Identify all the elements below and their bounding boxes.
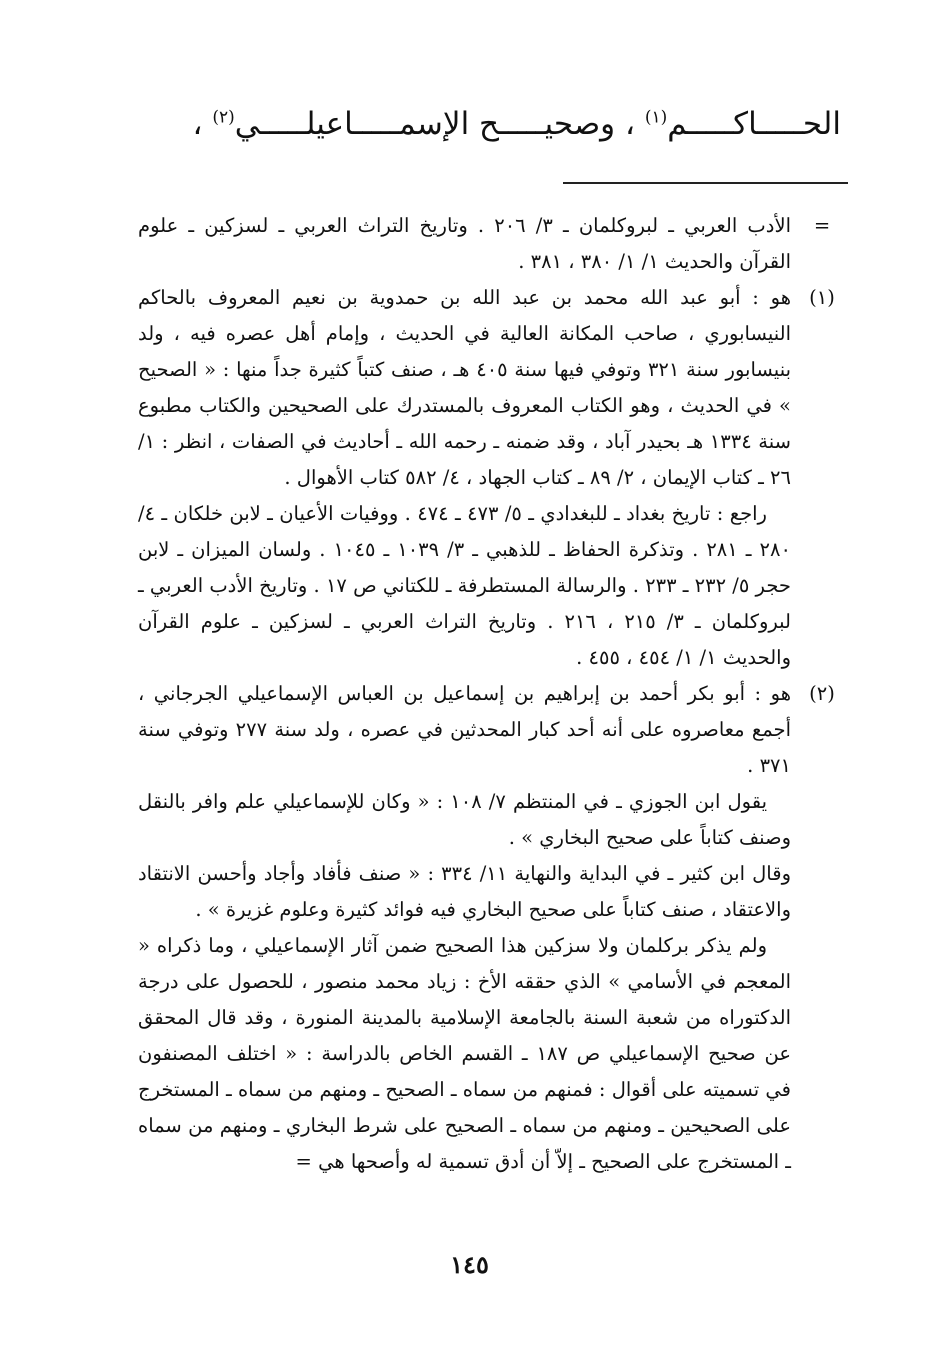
continuation-text: الأدب العربي ـ لبروكلمان ـ ٣/ ٢٠٦ . وتاريخ التراث العربي ـ لسزكين ـ علوم القرآن والحديث ١/ ١/ ٣٨٠ ، ٣٨١ . [138,214,791,273]
footnote-2-marker: (٢) [809,682,835,705]
footnote-1-marker: (١) [809,286,835,309]
footnote-2-ibn-kathir-quote: وقال ابن كثير ـ في البداية والنهاية ١١/ ٣٣٤ : « صنف فأفاد وأجاد وأحسن الانتقاد والاعتقاد ، صنف كتاباً على صحيح البخاري فيه فوائد كثيرة وعلوم غزيرة » . [138,862,791,921]
header-trailing-comma: ، [192,106,213,142]
header-ref-1: (١) [644,107,668,128]
footnote-2-ibn-jawzi-quote: يقول ابن الجوزي ـ في المنتظم ٧/ ١٠٨ : « وكان للإسماعيلي علم وافر بالنقل وصنف كتاباً على صحيح البخاري » . [138,790,791,849]
footnote-2 [138,676,843,784]
footnote-2-text: هو : أبو بكر أحمد بن إبراهيم بن إسماعيل بن العباس الإسماعيلي الجرجاني ، أجمع معاصروه على أنه أحد كبار المحدثين في عصره ، ولد سنة ٢٧٧ وتوفي سنة ٣٧١ . [138,682,791,777]
footnotes-section [138,208,843,1180]
footnote-separator-rule [563,182,848,184]
footnote-1-text: هو : أبو عبد الله محمد بن عبد الله بن حمدوية بن نعيم المعروف بالحاكم النيسابوري ، صاحب المكانة العالية في الحديث ، وإمام أهل عصره فيه ، ولد بنيسابور سنة ٣٢١ وتوفي فيها سنة ٤٠٥ هـ ، صنف كتباً كثيرة جداً منها : « الصحيح » في الحديث ، وهو الكتاب المعروف بالمستدرك على الصحيحين والكتاب مطبوع سنة ١٣٣٤ هـ بحيدر آباد ، وقد ضمنه ـ رحمه الله ـ أحاديث في الصفات ، انظر : ١/ ٢٦ ـ كتاب الإيمان ، ٢/ ٨٩ ـ كتاب الجهاد ، ٤/ ٥٨٢ كتاب الأهوال . [138,286,791,489]
header-sahih-ismaili: ، وصحيـــــح الإسمـــــاعيلـــــي [234,106,645,142]
continuation-marker: = [813,214,831,237]
page-header [121,102,841,146]
header-ref-2: (٢) [212,107,235,128]
footnote-1 [138,280,843,496]
page-number: ١٤٥ [450,1250,489,1279]
footnote-1-sources: راجع : تاريخ بغداد ـ للبغدادي ـ ٥/ ٤٧٣ ـ ٤٧٤ . ووفيات الأعيان ـ لابن خلكان ـ ٤/ ٢٨٠ ـ ٢٨١ . وتذكرة الحفاظ ـ للذهبي ـ ٣/ ١٠٣٩ ـ ١٠٤٥ . ولسان الميزان ـ لابن حجر ٥/ ٢٣٢ ـ ٢٣٣ . والرسالة المستطرفة ـ للكتاني ص ١٧ . وتاريخ الأدب العربي ـ لبروكلمان ـ ٣/ ٢١٥ ، ٢١٦ . وتاريخ التراث العربي ـ لسزكين ـ علوم القرآن والحديث ١/ ١/ ٤٥٤ ، ٤٥٥ . [138,502,791,669]
header-hakim: الحـــــاكـــــم [667,106,841,142]
footnote-continuation [138,208,843,280]
footnote-2-discussion: ولم يذكر بركلمان ولا سزكين هذا الصحيح ضمن آثار الإسماعيلي ، وما ذكراه « المعجم في الأسامي » الذي حققه الأخ : زياد محمد منصور ، للحصول على درجة الدكتوراه من شعبة السنة بالجامعة الإسلامية بالمدينة المنورة ، وقد قال المحقق عن صحيح الإسماعيلي ص ١٨٧ ـ القسم الخاص بالدراسة : « اختلف المصنفون في تسميته على أقوال : فمنهم من سماه ـ الصحيح ـ ومنهم من سماه ـ المستخرج على الصحيحين ـ ومنهم من سماه ـ الصحيح على شرط البخاري ـ ومنهم من سماه ـ المستخرج على الصحيح ـ إلاّ أن أدق تسمية له وأصحها هي = [138,934,791,1173]
